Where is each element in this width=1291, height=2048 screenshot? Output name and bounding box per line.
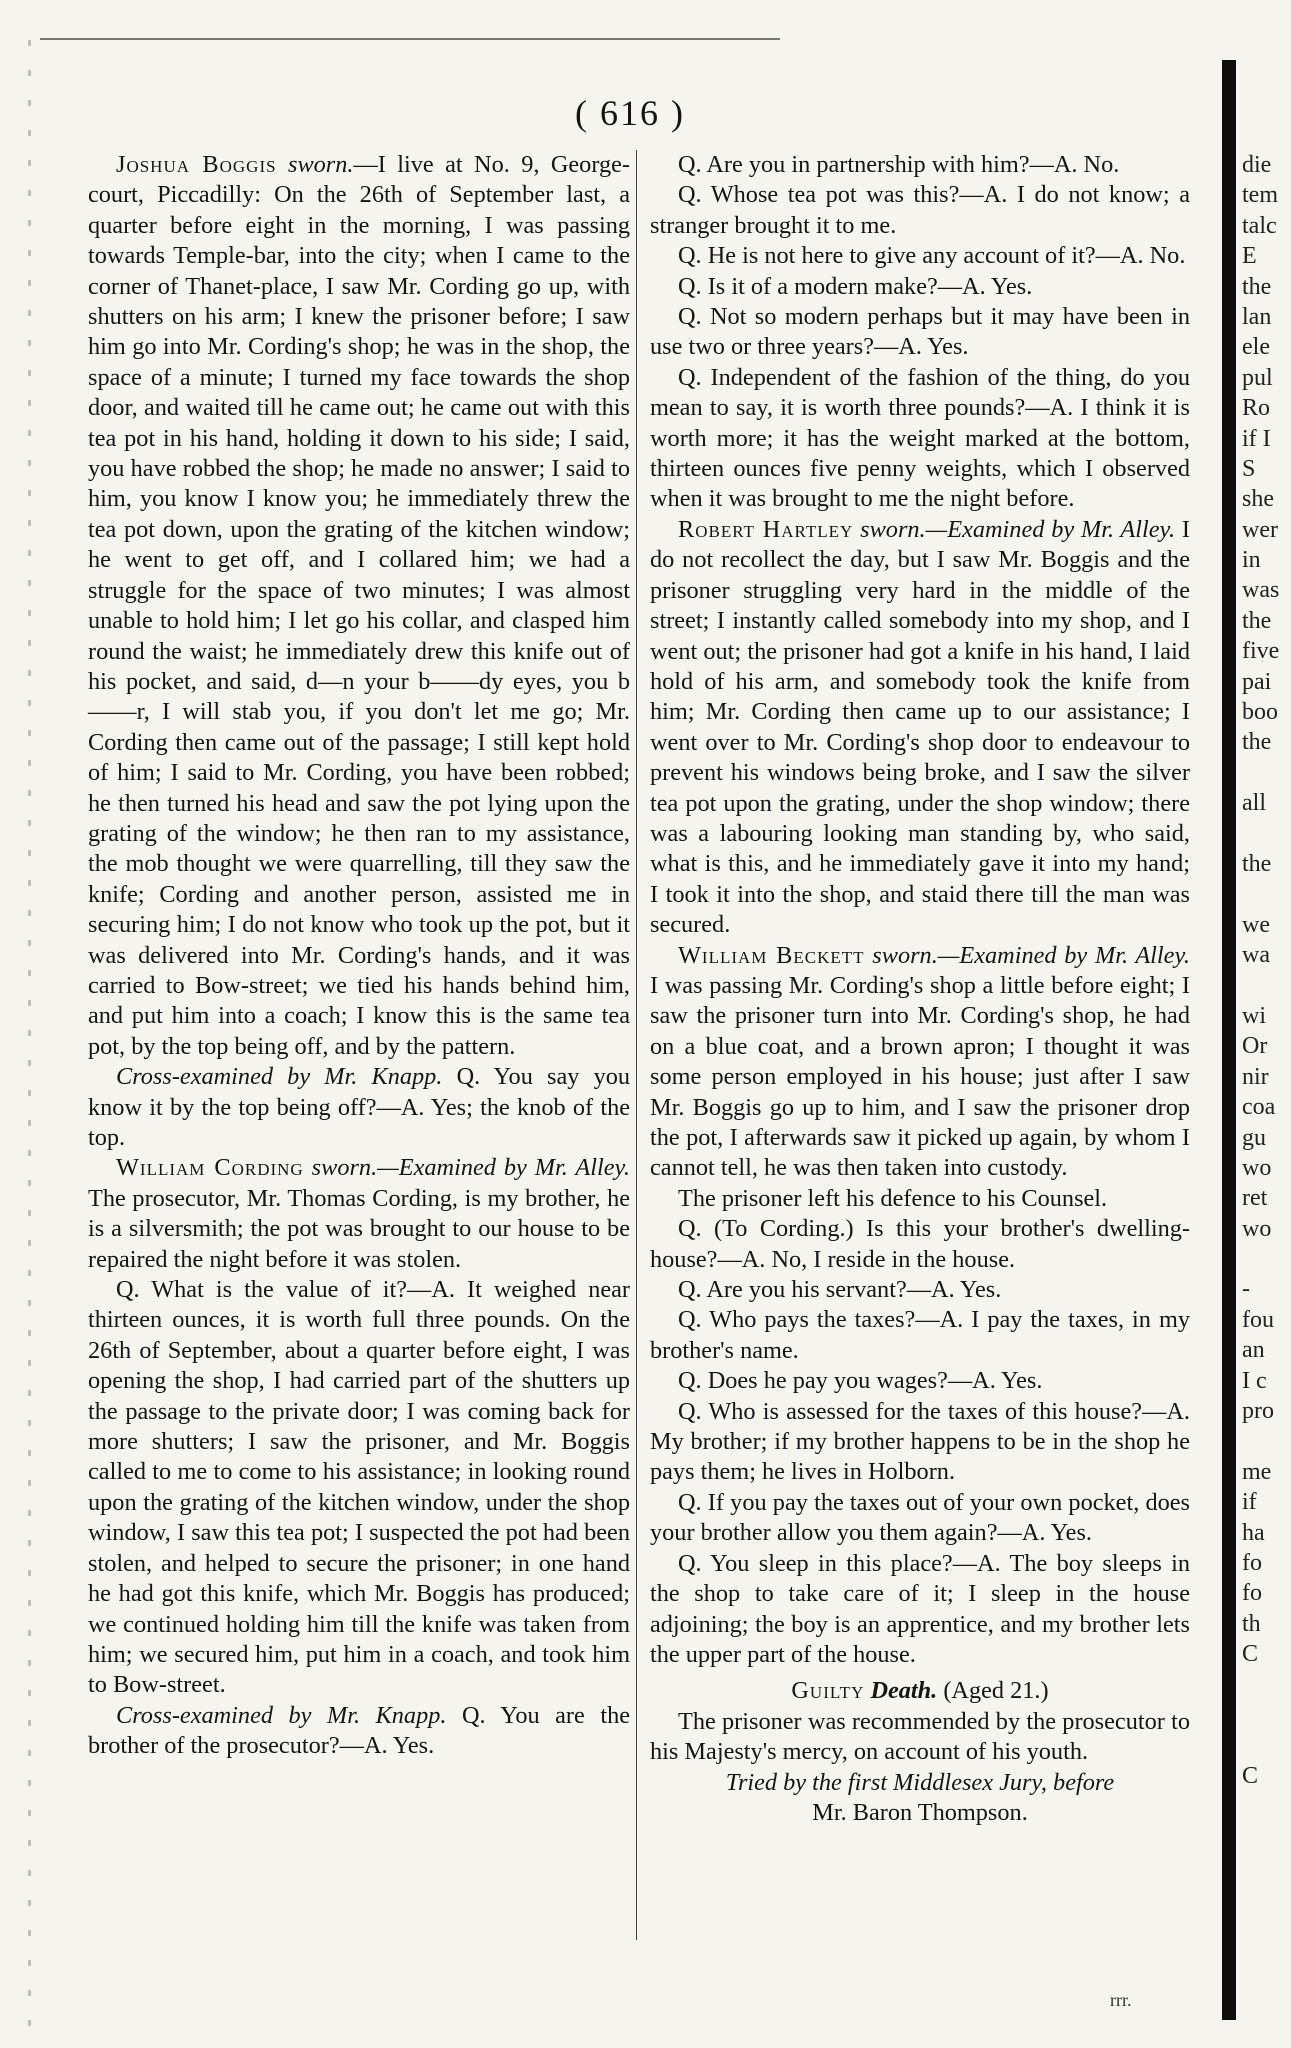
neighbour-fragment: Ro: [1242, 395, 1271, 422]
cross-label: Cross-examined by Mr. Knapp.: [116, 1063, 443, 1091]
question-answer: Q. Independent of the fashion of the thing, do you mean to say, it is worth three pounds?—A. I think it is worth more; it has the weight marked at the bottom, thirteen ounces five penny weights, which I observed when it was brought to me the night before.: [650, 363, 1190, 513]
neighbour-fragment: wo: [1242, 1154, 1272, 1181]
neighbour-fragment: five: [1242, 638, 1280, 665]
cross-examination: [88, 1062, 630, 1153]
scan-edge: [28, 40, 31, 2030]
neighbour-fragment: [1242, 1670, 1291, 1700]
neighbour-fragment: [1242, 879, 1291, 909]
neighbour-fragment: C: [1242, 1641, 1259, 1668]
neighbour-fragment: [1242, 758, 1291, 788]
top-rule: [40, 38, 780, 40]
neighbour-fragment: [1242, 971, 1291, 1001]
neighbour-fragment: wa: [1242, 942, 1270, 969]
column-divider: [636, 150, 637, 1940]
neighbour-fragment: [1242, 1730, 1291, 1760]
neighbour-fragment: -: [1242, 1276, 1250, 1303]
question-answer: Q. Are you his servant?—A. Yes.: [678, 1276, 1002, 1304]
neighbour-fragment: I c: [1242, 1367, 1267, 1394]
recommendation: The prisoner was recommended by the prosecutor to his Majesty's mercy, on account of his youth.: [650, 1707, 1190, 1766]
neighbour-fragment: wi: [1242, 1002, 1266, 1029]
beckett-testimony: [650, 941, 1190, 1184]
question-answer: Q. What is the value of it?—A. It weighed near thirteen ounces, it is worth full three pounds. On the 26th of September, about a quarter before eight, I was opening the shop, I had carried part of the shutters up the passage to the private door; I was coming back for more shutters; I saw the prisoner, and Mr. Boggis called to me to come to his assistance; in looking round upon the grating of the kitchen window, under the shop window, I saw this tea pot; I suspected the pot had been stolen, and helped to secure the prisoner; in one hand he had got this knife, which Mr. Boggis has produced; we continued holding him till the knife was taken from him; we secured him, put him in a coach, and took him to Bow-street.: [88, 1276, 630, 1699]
neighbour-fragment: pul: [1242, 364, 1273, 391]
neighbour-fragment: fo: [1242, 1549, 1262, 1576]
neighbour-fragment: pai: [1242, 668, 1272, 695]
question-answer: Q. If you pay the taxes out of your own pocket, does your brother allow you them again?—A. Yes.: [650, 1488, 1190, 1547]
neighbour-fragment: nir: [1242, 1063, 1269, 1090]
question-answer: Q. Not so modern perhaps but it may have been in use two or three years?—A. Yes.: [650, 303, 1190, 361]
gutter-shadow: [1222, 60, 1236, 2020]
neighbour-fragment: lan: [1242, 303, 1272, 330]
cross-text: Q. You are the brother of the prosecutor?—A. Yes.: [88, 1701, 631, 1760]
neighbour-fragment: talc: [1242, 212, 1277, 239]
judge: Mr. Baron Thompson.: [812, 1798, 1028, 1826]
witness-name: William Cording: [116, 1154, 304, 1182]
sworn-label: sworn.—Examined by Mr. Alley.: [872, 941, 1190, 969]
neighbour-fragment: pro: [1242, 1398, 1274, 1425]
neighbour-fragment: th: [1242, 1610, 1261, 1637]
neighbour-fragment: [1242, 1244, 1291, 1274]
neighbour-fragment: if: [1242, 1489, 1257, 1516]
neighbour-fragment: fou: [1242, 1306, 1274, 1333]
neighbouring-page-edge: [1242, 150, 1291, 1950]
neighbour-fragment: [1242, 819, 1291, 849]
neighbour-fragment: she: [1242, 486, 1274, 513]
right-column: [650, 150, 1190, 1828]
stamp: rrr.: [1110, 1990, 1132, 2010]
neighbour-fragment: in: [1242, 547, 1261, 574]
neighbour-fragment: wo: [1242, 1215, 1272, 1242]
sworn-label: sworn.: [287, 151, 354, 178]
neighbour-fragment: [1242, 1700, 1291, 1730]
testimony-text: —I live at No. 9, George-court, Piccadilly: On the 26th of September last, a quarter before eight in the morning, I was passing towards Temple-bar, into the city; when I came to the corner of Thanet-place, I saw Mr. Cording go up, with shutters on his arm; I knew the prisoner before; I saw him go into Mr. Cording's shop; he was in the shop, the space of a minute; I turned my face towards the shop door, and waited till he came out; he came out with this tea pot in his hand, holding it down to his side; I said, you have robbed the shop; he made no answer; I said to him, you know I know you; he immediately threw the tea pot down, upon the grating of the kitchen window; he went to get off, and I collared him; we had a struggle for the space of two minutes; I was almost unable to hold him; I let go his collar, and clasped him round the waist; he immediately drew this knife out of his pocket, and said, d—n your b——dy eyes, you b——r, I will stab you, if you don't let me go; Mr. Cording then came out of the passage; I still kept hold of him; I said to Mr. Cording, you have been robbed; he then turned his head and saw the pot lying upon the grating of the window; he then ran to my assistance, the mob thought we were quarrelling, till they saw the knife; Cording and another person, assisted me in securing him; I do not know who took up the pot, but it was delivered into Mr. Cording's hands, and it was carried to Bow-street; we tied his hands behind him, and put him into a coach; I know this is the same tea pot, by the top being off, and by the pattern.: [88, 151, 630, 1060]
neighbour-fragment: if I: [1242, 425, 1271, 452]
neighbour-fragment: ha: [1242, 1519, 1265, 1546]
question-answer: Q. Does he pay you wages?—A. Yes.: [678, 1367, 1043, 1395]
question-answer: Q. You sleep in this place?—A. The boy sleeps in the shop to take care of it; I sleep in the house adjoining; the boy is an apprentice, and my brother lets the upper part of the house.: [650, 1549, 1190, 1668]
neighbour-fragment: tem: [1242, 182, 1278, 209]
verdict-guilty: Guilty: [791, 1677, 865, 1705]
testimony-text: I was passing Mr. Cording's shop a little before eight; I saw the prisoner turn into Mr. Cording's shop, he had on a blue coat, and a brown apron; I thought it was some person employed in his house; just after I saw Mr. Boggis go up to him, and I saw the prisoner drop the pot, I afterwards saw it picked up again, by whom I cannot tell, he was then taken into custody.: [650, 971, 1190, 1182]
testimony-text: The prosecutor, Mr. Thomas Cording, is my brother, he is a silversmith; the pot was brought to our house to be repaired the night before it was stolen.: [88, 1184, 630, 1273]
question-answer: Q. Whose tea pot was this?—A. I do not know; a stranger brought it to me.: [650, 181, 1190, 239]
neighbour-fragment: boo: [1242, 699, 1278, 726]
neighbour-fragment: all: [1242, 790, 1266, 817]
witness-name: William Beckett: [678, 941, 865, 969]
neighbour-fragment: ret: [1242, 1185, 1268, 1212]
page-number: ( 616 ): [575, 93, 685, 133]
neighbour-fragment: Or: [1242, 1033, 1268, 1060]
neighbour-fragment: we: [1242, 911, 1270, 938]
sworn-label: sworn.—Examined by Mr. Alley.: [311, 1154, 631, 1182]
left-column: [88, 150, 630, 1762]
question-answer: Q. Who is assessed for the taxes of this house?—A. My brother; if my brother happens to be in the shop he pays them; he lives in Holborn.: [650, 1397, 1190, 1486]
witness-name: Joshua Boggis: [116, 151, 277, 178]
neighbour-fragment: C: [1242, 1762, 1259, 1789]
cross-examination: [88, 1701, 630, 1762]
neighbour-fragment: [1242, 1426, 1291, 1456]
sworn-label: sworn.—Examined by Mr. Alley.: [860, 515, 1176, 543]
neighbour-fragment: the: [1242, 607, 1272, 634]
neighbour-fragment: coa: [1242, 1094, 1276, 1121]
question-answer: Q. (To Cording.) Is this your brother's dwelling-house?—A. No, I reside in the house.: [650, 1215, 1190, 1273]
neighbour-fragment: the: [1242, 729, 1272, 756]
neighbour-fragment: E: [1242, 243, 1257, 270]
neighbour-fragment: me: [1242, 1458, 1272, 1485]
neighbour-fragment: an: [1242, 1337, 1265, 1364]
question-answer: Q. Are you in partnership with him?—A. No.: [678, 151, 1120, 178]
neighbour-fragment: S: [1242, 455, 1256, 482]
neighbour-fragment: fo: [1242, 1580, 1262, 1607]
testimony-text: I do not recollect the day, but I saw Mr. Boggis and the prisoner struggling very hard in the middle of the street; I instantly called somebody into my shop, and I went out; the prisoner had got a knife in his hand, I laid hold of his arm, and somebody took the knife from him; Mr. Cording then came up to our assistance; I went over to Mr. Cording's shop door to endeavour to prevent his windows being broke, and I saw the silver tea pot upon the grating, under the shop window; there was a labouring looking man standing by, who said, what is this, and he immediately gave it into my hand; I took it into the shop, and staid there till the man was secured.: [650, 515, 1190, 939]
neighbour-fragment: wer: [1242, 516, 1278, 543]
cording-testimony: [88, 1153, 630, 1275]
question-answer: Q. He is not here to give any account of it?—A. No.: [678, 242, 1186, 270]
cross-label: Cross-examined by Mr. Knapp.: [116, 1701, 447, 1729]
neighbour-fragment: the: [1242, 850, 1272, 877]
neighbour-fragment: was: [1242, 577, 1280, 604]
tried-by: Tried by the first Middlesex Jury, before: [725, 1768, 1115, 1796]
verdict-death: Death.: [870, 1677, 938, 1705]
neighbour-fragment: the: [1242, 273, 1272, 300]
neighbour-fragment: ele: [1242, 334, 1270, 361]
verdict: [650, 1676, 1190, 1706]
question-answer: Q. Who pays the taxes?—A. I pay the taxes, in my brother's name.: [650, 1306, 1190, 1364]
defence-note: The prisoner left his defence to his Counsel.: [678, 1184, 1108, 1212]
witness-name: Robert Hartley: [678, 515, 854, 543]
neighbour-fragment: gu: [1242, 1124, 1266, 1151]
question-answer: Q. Is it of a modern make?—A. Yes.: [678, 272, 1033, 300]
cross-text: Q. You say you know it by the top being off?—A. Yes; the knob of the top.: [88, 1063, 631, 1151]
verdict-age: (Aged 21.): [943, 1677, 1049, 1705]
hartley-testimony: [650, 515, 1190, 941]
boggis-testimony: [88, 150, 630, 1062]
neighbour-fragment: die: [1242, 152, 1272, 178]
